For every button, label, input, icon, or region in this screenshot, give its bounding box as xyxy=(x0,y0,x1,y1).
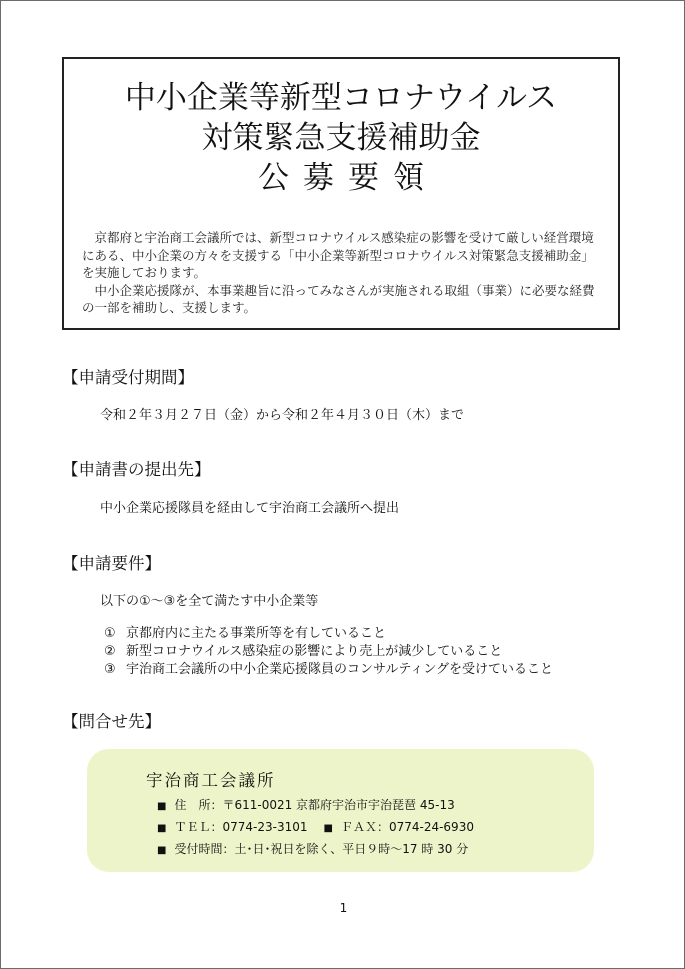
intro-text xyxy=(82,229,606,317)
hours-label: 受付時間： xyxy=(174,842,235,856)
tel-label: ＴＥＬ： xyxy=(174,820,223,834)
requirement-number: ① xyxy=(104,626,116,641)
requirement-number: ② xyxy=(104,644,116,659)
title-box xyxy=(62,57,620,330)
requirement-item xyxy=(104,643,502,661)
submission-text: 中小企業応援隊員を経由して宇治商工会議所へ提出 xyxy=(100,501,400,516)
requirements-lead: 以下の①～③を全て満たす中小企業等 xyxy=(100,594,319,609)
intro-paragraph-2: 中小企業応援隊が、本事業趣旨に沿ってみなさんが実施される取組（事業）に必要な経費の一部を補助し、支援します。 xyxy=(82,282,595,315)
requirement-item xyxy=(104,625,386,643)
period-heading: 【申請受付期間】 xyxy=(62,368,194,387)
page-number: 1 xyxy=(339,901,348,915)
requirement-number: ③ xyxy=(104,662,116,677)
contact-box xyxy=(87,749,594,872)
requirement-text: 宇治商工会議所の中小企業応援隊員のコンサルティングを受けていること xyxy=(126,662,554,677)
contact-heading: 【問合せ先】 xyxy=(62,712,161,731)
hours-value: 土･日･祝日を除く、平日９時～17 時 30 分 xyxy=(234,842,469,856)
address-label: 住 所： xyxy=(174,798,223,812)
address-value: 〒611-0021 京都府宇治市宇治琵琶 45-13 xyxy=(222,798,455,812)
square-bullet-icon: ■ xyxy=(157,801,167,812)
requirements-heading: 【申請要件】 xyxy=(62,554,161,573)
submission-heading: 【申請書の提出先】 xyxy=(62,460,211,479)
intro-paragraph-1: 京都府と宇治商工会議所では、新型コロナウイルス感染症の影響を受けて厳しい経営環境にある、中小企業の方々を支援する「中小企業等新型コロナウイルス対策緊急支援補助金」を実施しております。 xyxy=(82,230,594,280)
fax-value: 0774-24-6930 xyxy=(388,820,474,834)
title-line-3: 公募要領 xyxy=(258,160,438,196)
square-bullet-icon: ■ xyxy=(157,845,167,856)
phone-line xyxy=(157,819,474,837)
fax-label: ＦＡＸ： xyxy=(340,820,389,834)
requirement-text: 京都府内に主たる事業所等を有していること xyxy=(126,626,387,641)
title-line-2: 対策緊急支援補助金 xyxy=(201,120,481,156)
title-line-1: 中小企業等新型コロナウイルス xyxy=(124,80,558,116)
address-line xyxy=(157,797,455,815)
requirement-text: 新型コロナウイルス感染症の影響により売上が減少していること xyxy=(126,644,503,659)
requirement-item xyxy=(104,661,553,679)
square-bullet-icon: ■ xyxy=(323,823,333,834)
org-name: 宇治商工会議所 xyxy=(146,771,276,790)
tel-value: 0774-23-3101 xyxy=(222,820,308,834)
hours-line xyxy=(157,841,468,859)
period-text: 令和２年３月２７日（金）から令和２年４月３０日（木）まで xyxy=(100,408,465,423)
square-bullet-icon: ■ xyxy=(157,823,167,834)
